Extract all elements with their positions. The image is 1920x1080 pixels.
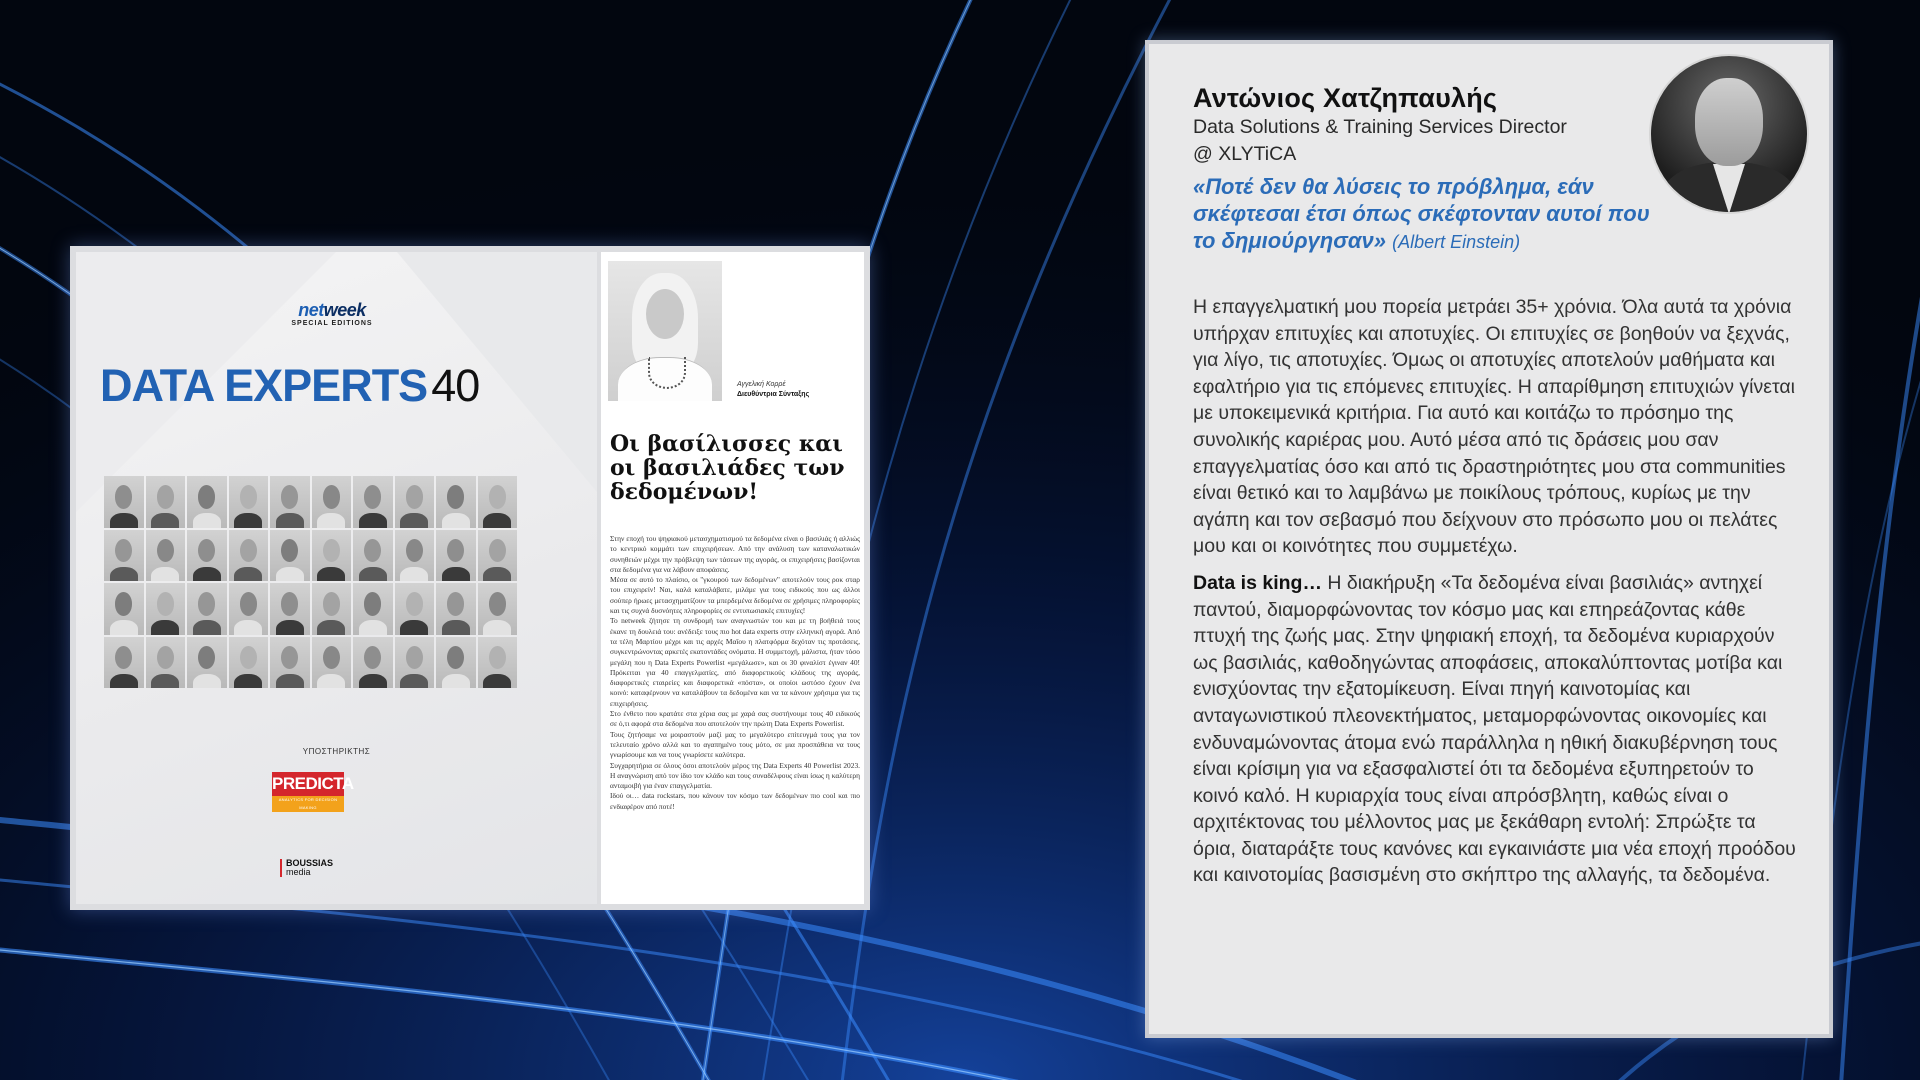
expert-portrait-body (110, 513, 138, 527)
expert-portrait (146, 583, 186, 635)
expert-portrait (478, 476, 518, 528)
expert-portrait (187, 530, 227, 582)
netweek-wordmark (272, 300, 392, 321)
expert-portrait (353, 583, 393, 635)
expert-portrait-body (400, 513, 428, 527)
expert-portrait-body (483, 567, 511, 581)
expert-portrait-head (406, 485, 423, 509)
expert-portrait-head (364, 539, 381, 563)
expert-portrait-body (276, 513, 304, 527)
expert-portrait-head (157, 539, 174, 563)
expert-portrait (229, 476, 269, 528)
bio-paragraph-2-text: Η διακήρυξη «Τα δεδομένα είναι βασιλιάς» αντηχεί παντού, διαμορφώνοντας τον κόσμο μας και επηρεάζοντας κάθε πτυχή της ζωής μας. Στην ψηφιακή εποχή, τα δεδομένα κυριαρχούν ως βασιλιάς, καθοδηγώντας αποφάσεις, αποκαλύπτοντας μοτίβα και ενισχύοντας την εξατομίκευση. Είναι πηγή καινοτομίας και ανταγωνιστικού πλεονεκτήματος, μεταμορφώνοντας οικονομίες και ενδυναμώνοντας άτομα ενώ παράλληλα η ηθική διακυβέρνηση τους είναι κρίσιμη για να εξασφαλιστεί ότι τα δεδομένα εξυπηρετούν το κοινό καλό. Η κυριαρχία τους είναι απρόσβλητη, καθώς είναι ο αρχιτέκτονας του μέλλοντος μας με ξεκάθαρη εντολή: Σπρώξτε τα όρια, διαταράξτε τους κανόνες και εγκαινιάστε μια νέα εποχή προόδου και καινοτομίας βασισμένη στο σκήπτρο της αλλαγής, τα δεδομένα. (1193, 571, 1796, 887)
expert-portrait (436, 637, 476, 689)
expert-portrait (353, 530, 393, 582)
expert-portrait (395, 530, 435, 582)
expert-portrait-head (364, 485, 381, 509)
expert-portrait-body (359, 674, 387, 688)
expert-portrait-body (442, 513, 470, 527)
expert-portrait-body (483, 620, 511, 634)
expert-portrait-head (198, 646, 215, 670)
expert-portrait-body (151, 620, 179, 634)
expert-portrait-head (115, 539, 132, 563)
article-paragraph: Στο ένθετο που κρατάτε στα χέρια σας με χαρά σας συστήνουμε τους 40 ειδικούς σε ό,τι αφορά στα δεδομένα που αποτελούν την πρώτη Data Experts Powerlist. (610, 709, 860, 729)
expert-portrait-body (317, 567, 345, 581)
boussias-media-logo (280, 859, 333, 877)
editor-photo-face (646, 289, 684, 339)
expert-portrait-head (157, 485, 174, 509)
expert-portrait-head (406, 539, 423, 563)
expert-portrait (146, 637, 186, 689)
expert-portrait-body (359, 567, 387, 581)
expert-portrait-head (323, 485, 340, 509)
expert-portrait-body (110, 620, 138, 634)
expert-portrait-body (193, 513, 221, 527)
netweek-logo (272, 300, 392, 327)
expert-portrait (395, 476, 435, 528)
expert-portrait (478, 583, 518, 635)
expert-portrait (436, 530, 476, 582)
expert-portrait (478, 530, 518, 582)
expert-portrait (104, 583, 144, 635)
expert-portrait (436, 476, 476, 528)
expert-portrait (229, 530, 269, 582)
expert-portrait-head (489, 592, 506, 616)
article-body (610, 534, 860, 898)
portrait-face (1695, 78, 1763, 166)
experts-photo-grid (104, 476, 517, 688)
expert-portrait (436, 583, 476, 635)
expert-portrait (187, 637, 227, 689)
expert-portrait-body (400, 674, 428, 688)
expert-portrait-head (240, 592, 257, 616)
special-editions-label: SPECIAL EDITIONS (291, 320, 373, 327)
cover-title-main: DATA EXPERTS (100, 360, 428, 411)
bio-paragraph-2 (1193, 570, 1803, 889)
expert-portrait-head (281, 539, 298, 563)
profile-company: @ XLYTiCA (1193, 143, 1297, 165)
expert-portrait-body (276, 620, 304, 634)
expert-portrait-head (489, 646, 506, 670)
profile-job-title: Data Solutions & Training Services Director (1193, 116, 1567, 138)
expert-portrait-head (240, 539, 257, 563)
expert-portrait (312, 476, 352, 528)
expert-portrait-head (198, 592, 215, 616)
expert-portrait-head (447, 485, 464, 509)
magazine-cover (76, 252, 597, 904)
editor-name: Αγγελική Κορρέ (737, 381, 786, 388)
expert-portrait-head (447, 592, 464, 616)
expert-portrait-body (193, 620, 221, 634)
expert-portrait-body (317, 674, 345, 688)
expert-portrait-head (364, 646, 381, 670)
article-paragraph: Το netweek ζήτησε τη συνδρομή των αναγνωστών του και με τη βοήθειά τους έκανε τη δουλειά του: ανέδειξε τους πιο hot data experts στην ελληνική αγορά. Από τα τέλη Μαρτίου μέχρι και τις αρχές Μαΐου η πλατφόρμα δεχόταν τις προτάσεις, συγκεντρώνοντας αρκετές εκατοντάδες ονόματα. Η συμμετοχή, μάλιστα, ήταν τόσο μεγάλη που η Data Experts Powerlist «μεγάλωσε», και οι 30 φιναλίστ έγιναν 40! Πρόκειται για 40 επαγγελματίες, από διαφορετικούς κλάδους της αγοράς, διαφορετικές εταιρείες και διαφορετικά «πόστα», οι οποίοι ωστόσο έχουν ένα κοινό: καταφέρνουν να καταλάβουν τα δεδομένα και να τα κάνουν χρήσιμα για τις επιχειρήσεις. (610, 616, 860, 708)
expert-portrait-head (447, 646, 464, 670)
expert-portrait-head (281, 592, 298, 616)
expert-portrait-body (234, 513, 262, 527)
expert-portrait-head (198, 485, 215, 509)
expert-portrait-body (276, 674, 304, 688)
predicta-wordmark: PREDICTA (272, 772, 344, 796)
expert-portrait (104, 637, 144, 689)
expert-portrait-body (359, 620, 387, 634)
expert-portrait (146, 476, 186, 528)
article-headline: Οι βασίλισσες και οι βασιλιάδες των δεδομένων! (610, 431, 845, 505)
netweek-brand-accent: week (323, 300, 366, 320)
expert-portrait-body (110, 567, 138, 581)
expert-portrait (353, 637, 393, 689)
expert-portrait-head (406, 592, 423, 616)
expert-portrait-head (323, 539, 340, 563)
article-paragraph: Μέσα σε αυτό το πλαίσιο, οι "γκουρού των δεδομένων" αποτελούν τους ροκ σταρ του επιχειρείν! Ναι, καλά καταλάβατε, μιλάμε για τους ειδικούς που ως άλλοι σούπερ ήρωες μετασχηματίζουν τα μπερδεμένα δεδομένα σε χρήσιμες πληροφορίες και τις συχνά δυσνόητες πληροφορίες σε εντυπωσιακές επιτυχίες! (610, 575, 860, 616)
expert-portrait-body (234, 620, 262, 634)
expert-portrait-body (193, 567, 221, 581)
expert-portrait-head (281, 646, 298, 670)
profile-card (1145, 40, 1833, 1038)
expert-portrait-body (400, 620, 428, 634)
expert-portrait-head (115, 485, 132, 509)
expert-portrait-head (489, 485, 506, 509)
expert-portrait (104, 530, 144, 582)
sponsor-label: ΥΠΟΣΤΗΡΙΚΤΗΣ (302, 747, 371, 756)
expert-portrait-body (276, 567, 304, 581)
expert-portrait-body (483, 513, 511, 527)
expert-portrait (395, 637, 435, 689)
expert-portrait-body (151, 567, 179, 581)
expert-portrait-body (193, 674, 221, 688)
editorial-page (601, 252, 864, 904)
bio-lead: Data is king… (1193, 571, 1322, 594)
expert-portrait (353, 476, 393, 528)
quote-text: «Ποτέ δεν θα λύσεις το πρόβλημα, εάν σκέφτεσαι έτσι όπως σκέφτονταν αυτοί που το δημιούργησαν» (1193, 174, 1650, 253)
cover-title-number: 40 (431, 360, 480, 411)
quote-author: (Albert Einstein) (1392, 232, 1521, 252)
expert-portrait (312, 583, 352, 635)
expert-portrait-head (323, 646, 340, 670)
expert-portrait-body (442, 620, 470, 634)
article-paragraph: Ιδού οι… data rockstars, που κάνουν τον κόσμο των δεδομένων πιο cool και πιο ενδιαφέρον από ποτέ! (610, 791, 860, 811)
expert-portrait-body (442, 674, 470, 688)
editor-role: Διευθύντρια Σύνταξης (737, 391, 810, 398)
expert-portrait (395, 583, 435, 635)
expert-portrait-head (406, 646, 423, 670)
expert-portrait-head (489, 539, 506, 563)
editor-photo-necklace (648, 357, 686, 389)
expert-portrait (187, 583, 227, 635)
expert-portrait (104, 476, 144, 528)
expert-portrait (229, 637, 269, 689)
boussias-media-word: media (286, 867, 311, 877)
expert-portrait-head (323, 592, 340, 616)
expert-portrait-body (442, 567, 470, 581)
article-paragraph: Στην εποχή του ψηφιακού μετασχηματισμού τα δεδομένα είναι ο βασιλιάς ή αλλιώς το κεντρικό κομμάτι των επιχειρήσεων. Από την ανάλυση των καταναλωτικών συνηθειών μέχρι την πρόβλεψη των τάσεων της αγοράς, οι επιχειρήσεις βασίζονται στα δεδομένα για να λάβουν αποφάσεις. (610, 534, 860, 574)
expert-portrait-head (240, 646, 257, 670)
profile-quote (1193, 173, 1673, 256)
expert-portrait-body (359, 513, 387, 527)
expert-portrait-head (198, 539, 215, 563)
expert-portrait-body (317, 620, 345, 634)
expert-portrait (146, 530, 186, 582)
expert-portrait-body (234, 567, 262, 581)
expert-portrait (270, 476, 310, 528)
expert-portrait (187, 476, 227, 528)
cover-title (100, 360, 580, 412)
expert-portrait-head (157, 646, 174, 670)
profile-portrait (1649, 54, 1809, 214)
expert-portrait-body (234, 674, 262, 688)
expert-portrait-head (281, 485, 298, 509)
expert-portrait (270, 530, 310, 582)
bio-paragraph-1: Η επαγγελματική μου πορεία μετράει 35+ χρόνια. Όλα αυτά τα χρόνια υπήρχαν επιτυχίες και αποτυχίες. Οι επιτυχίες σε βοηθούν να ξεχνάς, για λίγο, τις αποτυχίες. Όμως οι αποτυχίες αποτελούν μαθήματα και εφαλτήριο για τις επόμενες επιτυχίες. Η απαρίθμηση επιτυχιών γίνεται με υποκειμενικά κριτήρια. Για αυτό και κοιτάζω το πρόσημο της συνολικής καριέρας μου. Αυτό μέσα από τις δράσεις μου σαν επαγγελματίας όσο και από τις δραστηριότητες μου στα communities είναι θετικό και το λαμβάνω με ποικίλους τρόπους, κυρίως με την αγάπη και τον σεβασμό που δείχνουν στο πρόσωπο μου οι πελάτες μου και οι κοινότητες που συμμετέχω. (1193, 296, 1795, 558)
netweek-brand-main: net (298, 300, 324, 320)
expert-portrait-head (157, 592, 174, 616)
expert-portrait (312, 637, 352, 689)
profile-bio (1193, 294, 1803, 899)
expert-portrait (270, 637, 310, 689)
article-paragraph: Συγχαρητήρια σε όλους όσοι αποτελούν μέρος της Data Experts 40 Powerlist 2023. Η αναγνώριση από τον ίδιο τον κλάδο και τους συναδέλφους είναι ίσως η καλύτερη ανταμοιβή για έναν επαγγελματία. (610, 760, 860, 791)
expert-portrait-body (317, 513, 345, 527)
predicta-logo (272, 772, 354, 810)
expert-portrait (312, 530, 352, 582)
expert-portrait-body (483, 674, 511, 688)
expert-portrait-body (110, 674, 138, 688)
expert-portrait-head (364, 592, 381, 616)
expert-portrait-head (115, 592, 132, 616)
boussias-wordmark: BOUSSIAS (286, 858, 334, 868)
predicta-tagline: ANALYTICS FOR DECISION MAKING (272, 796, 344, 812)
expert-portrait-head (240, 485, 257, 509)
article-paragraph: Τους ζητήσαμε να μοιραστούν μαζί μας το μεγαλύτερο επίτευγμά τους για τον τελευταίο χρόνο αλλά και το αγαπημένο τους μότο, σε μια προσπάθεια να τους γνωρίσουμε και να τους γνωρίσετε καλύτερα. (610, 729, 860, 760)
editor-photo (608, 261, 722, 401)
expert-portrait-body (151, 513, 179, 527)
magazine-spread (70, 246, 870, 910)
profile-name: Αντώνιος Χατζηπαυλής (1193, 83, 1498, 113)
expert-portrait-body (151, 674, 179, 688)
expert-portrait-head (115, 646, 132, 670)
expert-portrait-head (447, 539, 464, 563)
expert-portrait-body (400, 567, 428, 581)
expert-portrait (229, 583, 269, 635)
expert-portrait (478, 637, 518, 689)
expert-portrait (270, 583, 310, 635)
